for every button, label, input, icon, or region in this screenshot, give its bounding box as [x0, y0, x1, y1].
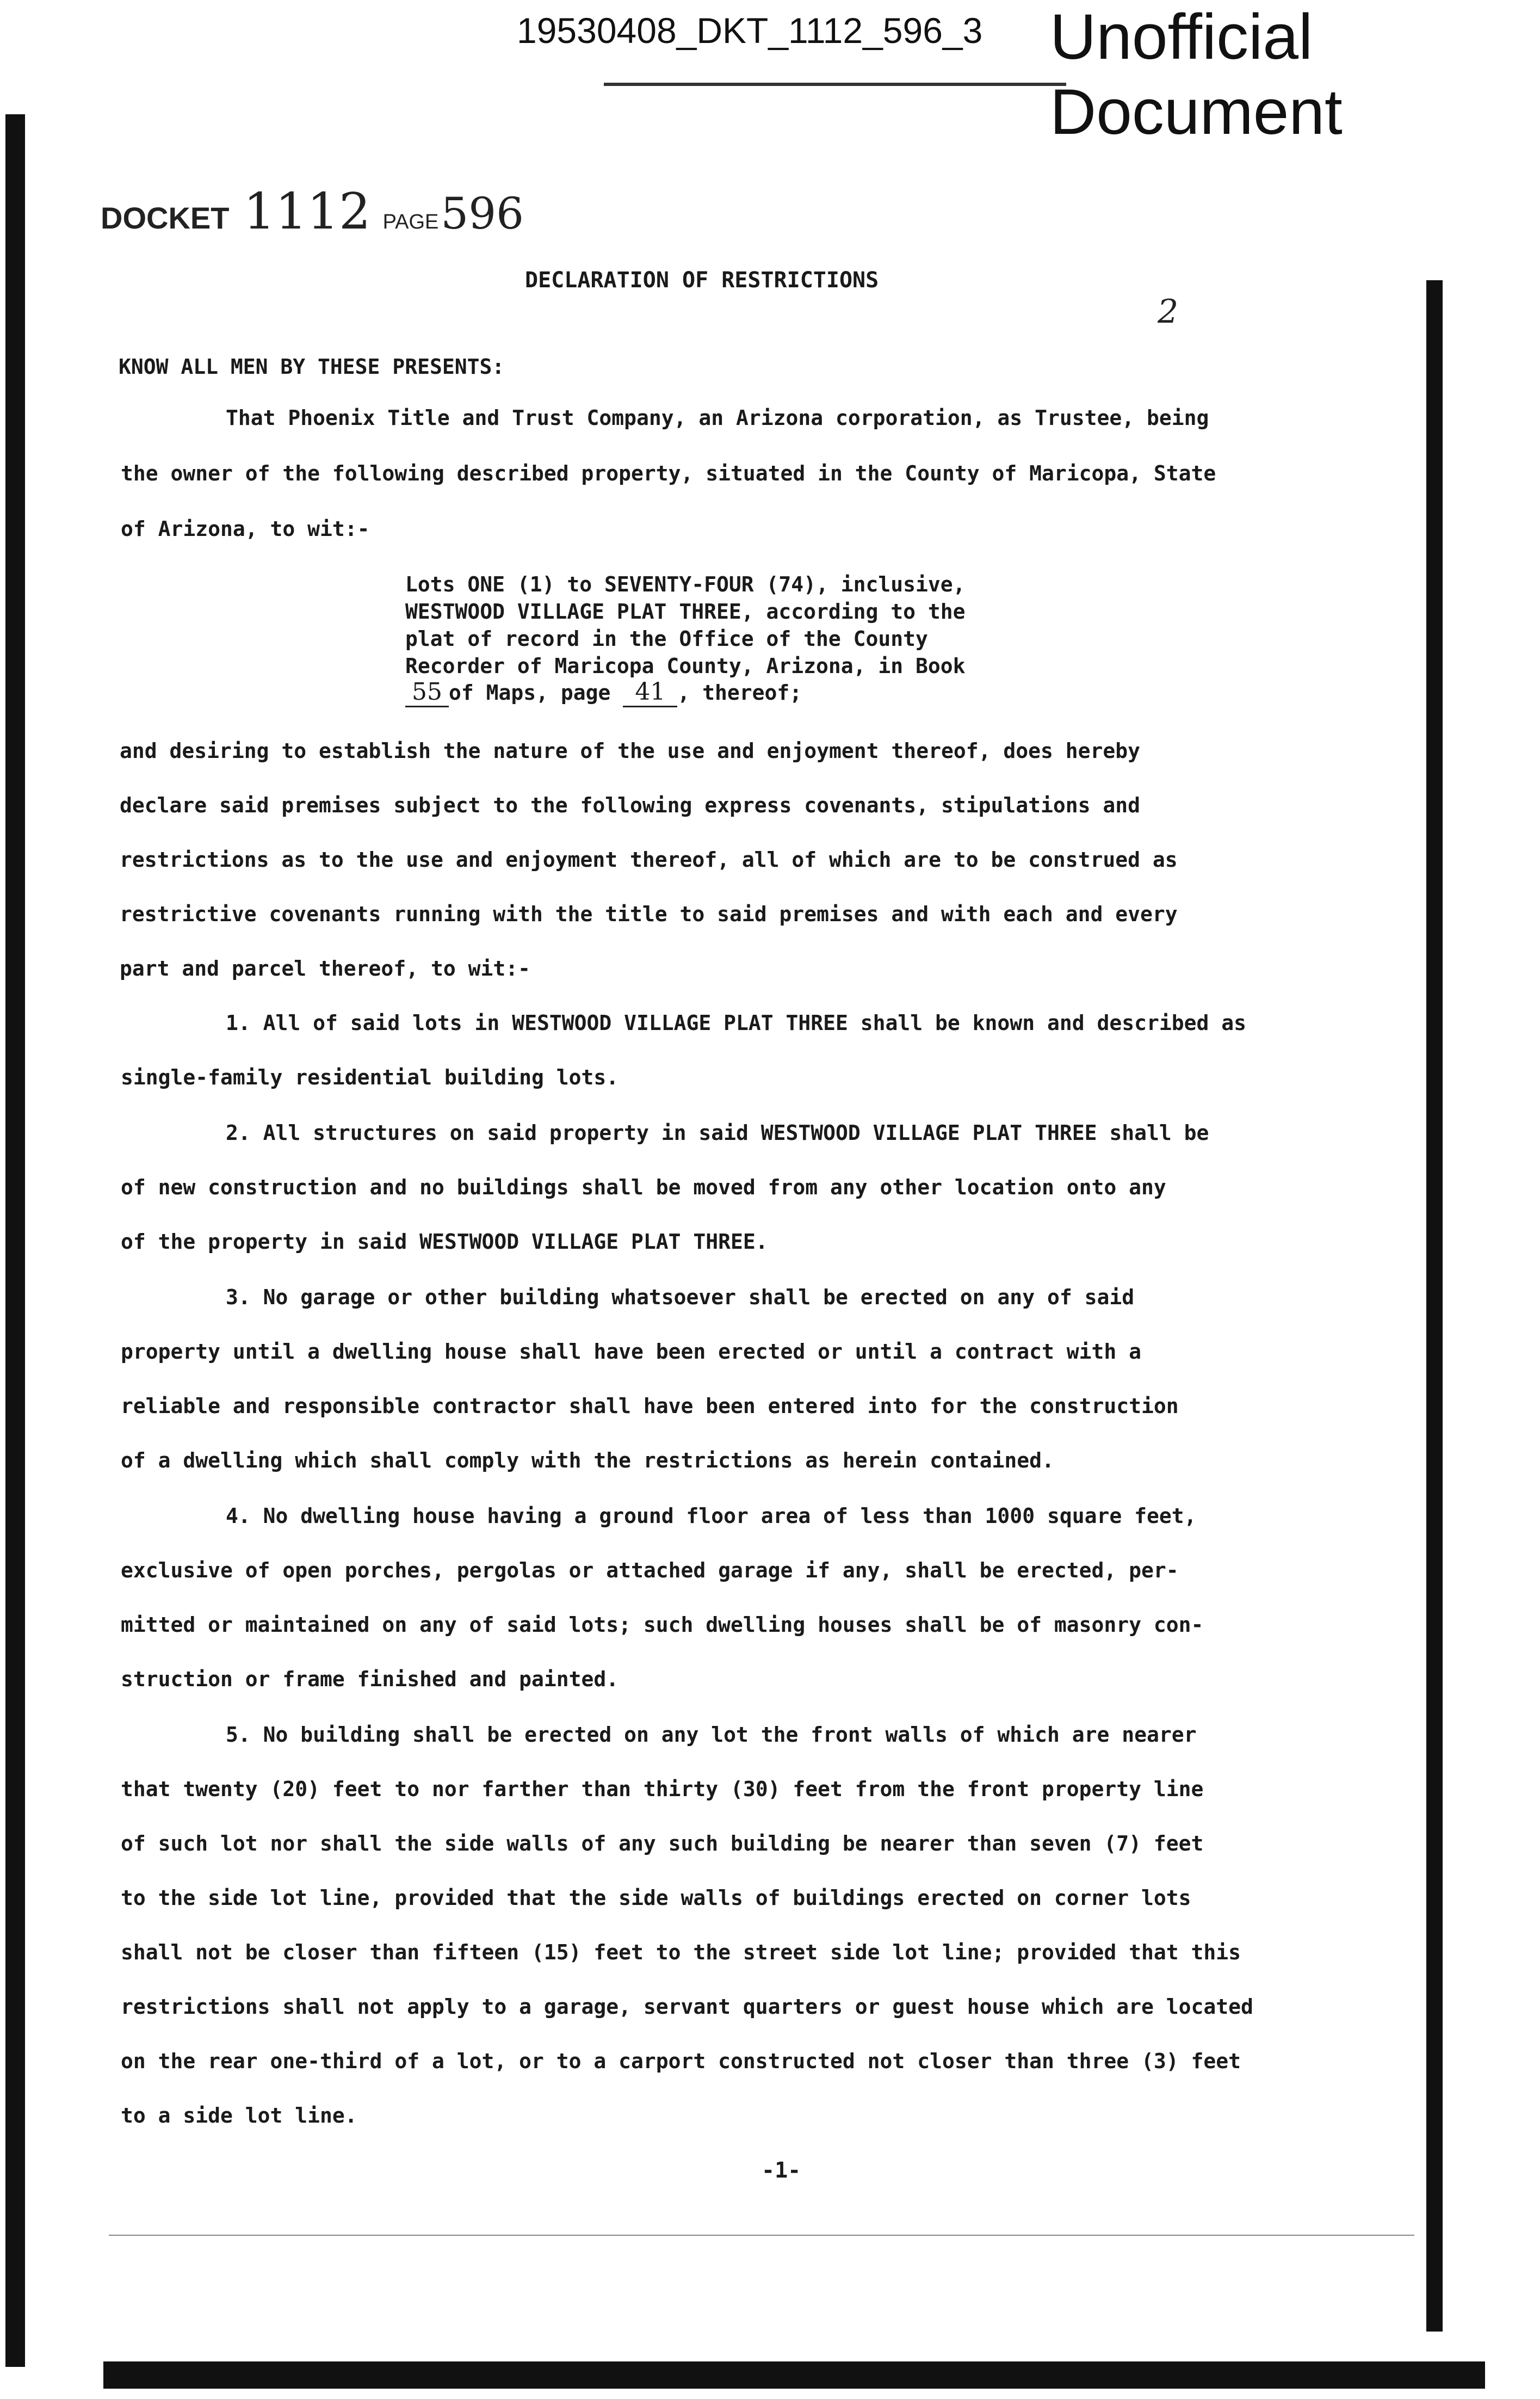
book-number: 55: [405, 678, 449, 707]
docket-stamp: [101, 182, 524, 240]
page-label: PAGE: [382, 211, 439, 233]
document-id: 19530408_DKT_1112_596_3: [517, 10, 983, 51]
item-line: of such lot nor shall the side walls of any such building be nearer than seven (7) feet: [121, 1831, 1204, 1855]
page-title: DECLARATION OF RESTRICTIONS: [525, 268, 879, 293]
intro-line: of Arizona, to wit:-: [121, 517, 370, 541]
item-line: on the rear one-third of a lot, or to a carport constructed not closer than three (3) feet: [121, 2049, 1241, 2073]
item-line: exclusive of open porches, pergolas or attached garage if any, shall be erected, per-: [121, 1558, 1179, 1582]
property-line-last: [405, 678, 802, 707]
intro-line: the owner of the following described property, situated in the County of Maricopa, State: [121, 461, 1216, 485]
of-maps-text: of Maps, page: [449, 681, 611, 705]
page-number-footer: -1-: [762, 2158, 801, 2183]
item-line: restrictions shall not apply to a garage, servant quarters or guest house which are located: [121, 1995, 1253, 2019]
property-line: WESTWOOD VILLAGE PLAT THREE, according to the: [405, 600, 966, 624]
item-line: 2. All structures on said property in said WESTWOOD VILLAGE PLAT THREE shall be: [226, 1121, 1209, 1145]
property-line: plat of record in the Office of the County: [405, 627, 928, 651]
margin-handwritten-mark: 2: [1158, 293, 1179, 331]
item-line: property until a dwelling house shall have been erected or until a contract with a: [121, 1340, 1141, 1364]
item-line: to a side lot line.: [121, 2104, 357, 2127]
item-line: 3. No garage or other building whatsoever shall be erected on any of said: [226, 1285, 1135, 1309]
page-number: 596: [441, 188, 524, 239]
item-line: 4. No dwelling house having a ground floor area of less than 1000 square feet,: [226, 1504, 1197, 1528]
header-rule: [604, 83, 1066, 86]
thereof-text: , thereof;: [677, 681, 802, 705]
left-scan-edge: [5, 114, 25, 2367]
declaration-line: restrictions as to the use and enjoyment thereof, all of which are to be construed as: [120, 848, 1178, 872]
item-line: of the property in said WESTWOOD VILLAGE PLAT THREE.: [121, 1230, 768, 1254]
bottom-scan-edge: [103, 2361, 1485, 2389]
declaration-line: declare said premises subject to the following express covenants, stipulations and: [120, 793, 1140, 817]
property-line: Recorder of Maricopa County, Arizona, in Book: [405, 654, 966, 678]
item-line: of a dwelling which shall comply with the restrictions as herein contained.: [121, 1448, 1054, 1472]
declaration-line: part and parcel thereof, to wit:-: [120, 957, 530, 980]
footer-rule: [109, 2235, 1414, 2236]
item-line: mitted or maintained on any of said lots; such dwelling houses shall be of masonry con-: [121, 1613, 1204, 1637]
right-scan-edge: [1426, 280, 1443, 2332]
item-line: shall not be closer than fifteen (15) feet to the street side lot line; provided that this: [121, 1940, 1241, 1964]
item-line: struction or frame finished and painted.: [121, 1667, 619, 1691]
property-line: Lots ONE (1) to SEVENTY-FOUR (74), inclusive,: [405, 572, 966, 596]
item-line: 1. All of said lots in WESTWOOD VILLAGE PLAT THREE shall be known and described as: [226, 1011, 1246, 1035]
item-line: single-family residential building lots.: [121, 1065, 619, 1089]
item-line: reliable and responsible contractor shall have been entered into for the construction: [121, 1394, 1179, 1418]
declaration-line: and desiring to establish the nature of the use and enjoyment thereof, does hereby: [120, 739, 1140, 763]
docket-label: DOCKET: [101, 201, 230, 235]
watermark-unofficial: Unofficial: [1050, 1, 1313, 73]
item-line: to the side lot line, provided that the side walls of buildings erected on corner lots: [121, 1886, 1191, 1910]
intro-line: That Phoenix Title and Trust Company, an Arizona corporation, as Trustee, being: [226, 406, 1209, 430]
docket-number: 1112: [243, 182, 371, 240]
salutation: KNOW ALL MEN BY THESE PRESENTS:: [119, 355, 505, 379]
item-line: that twenty (20) feet to nor farther than thirty (30) feet from the front property line: [121, 1777, 1204, 1801]
declaration-line: restrictive covenants running with the title to said premises and with each and every: [120, 902, 1178, 926]
page-ref-number: 41: [623, 678, 677, 707]
item-line: of new construction and no buildings shall be moved from any other location onto any: [121, 1175, 1166, 1199]
item-line: 5. No building shall be erected on any lot the front walls of which are nearer: [226, 1723, 1197, 1747]
watermark-document: Document: [1050, 76, 1343, 148]
